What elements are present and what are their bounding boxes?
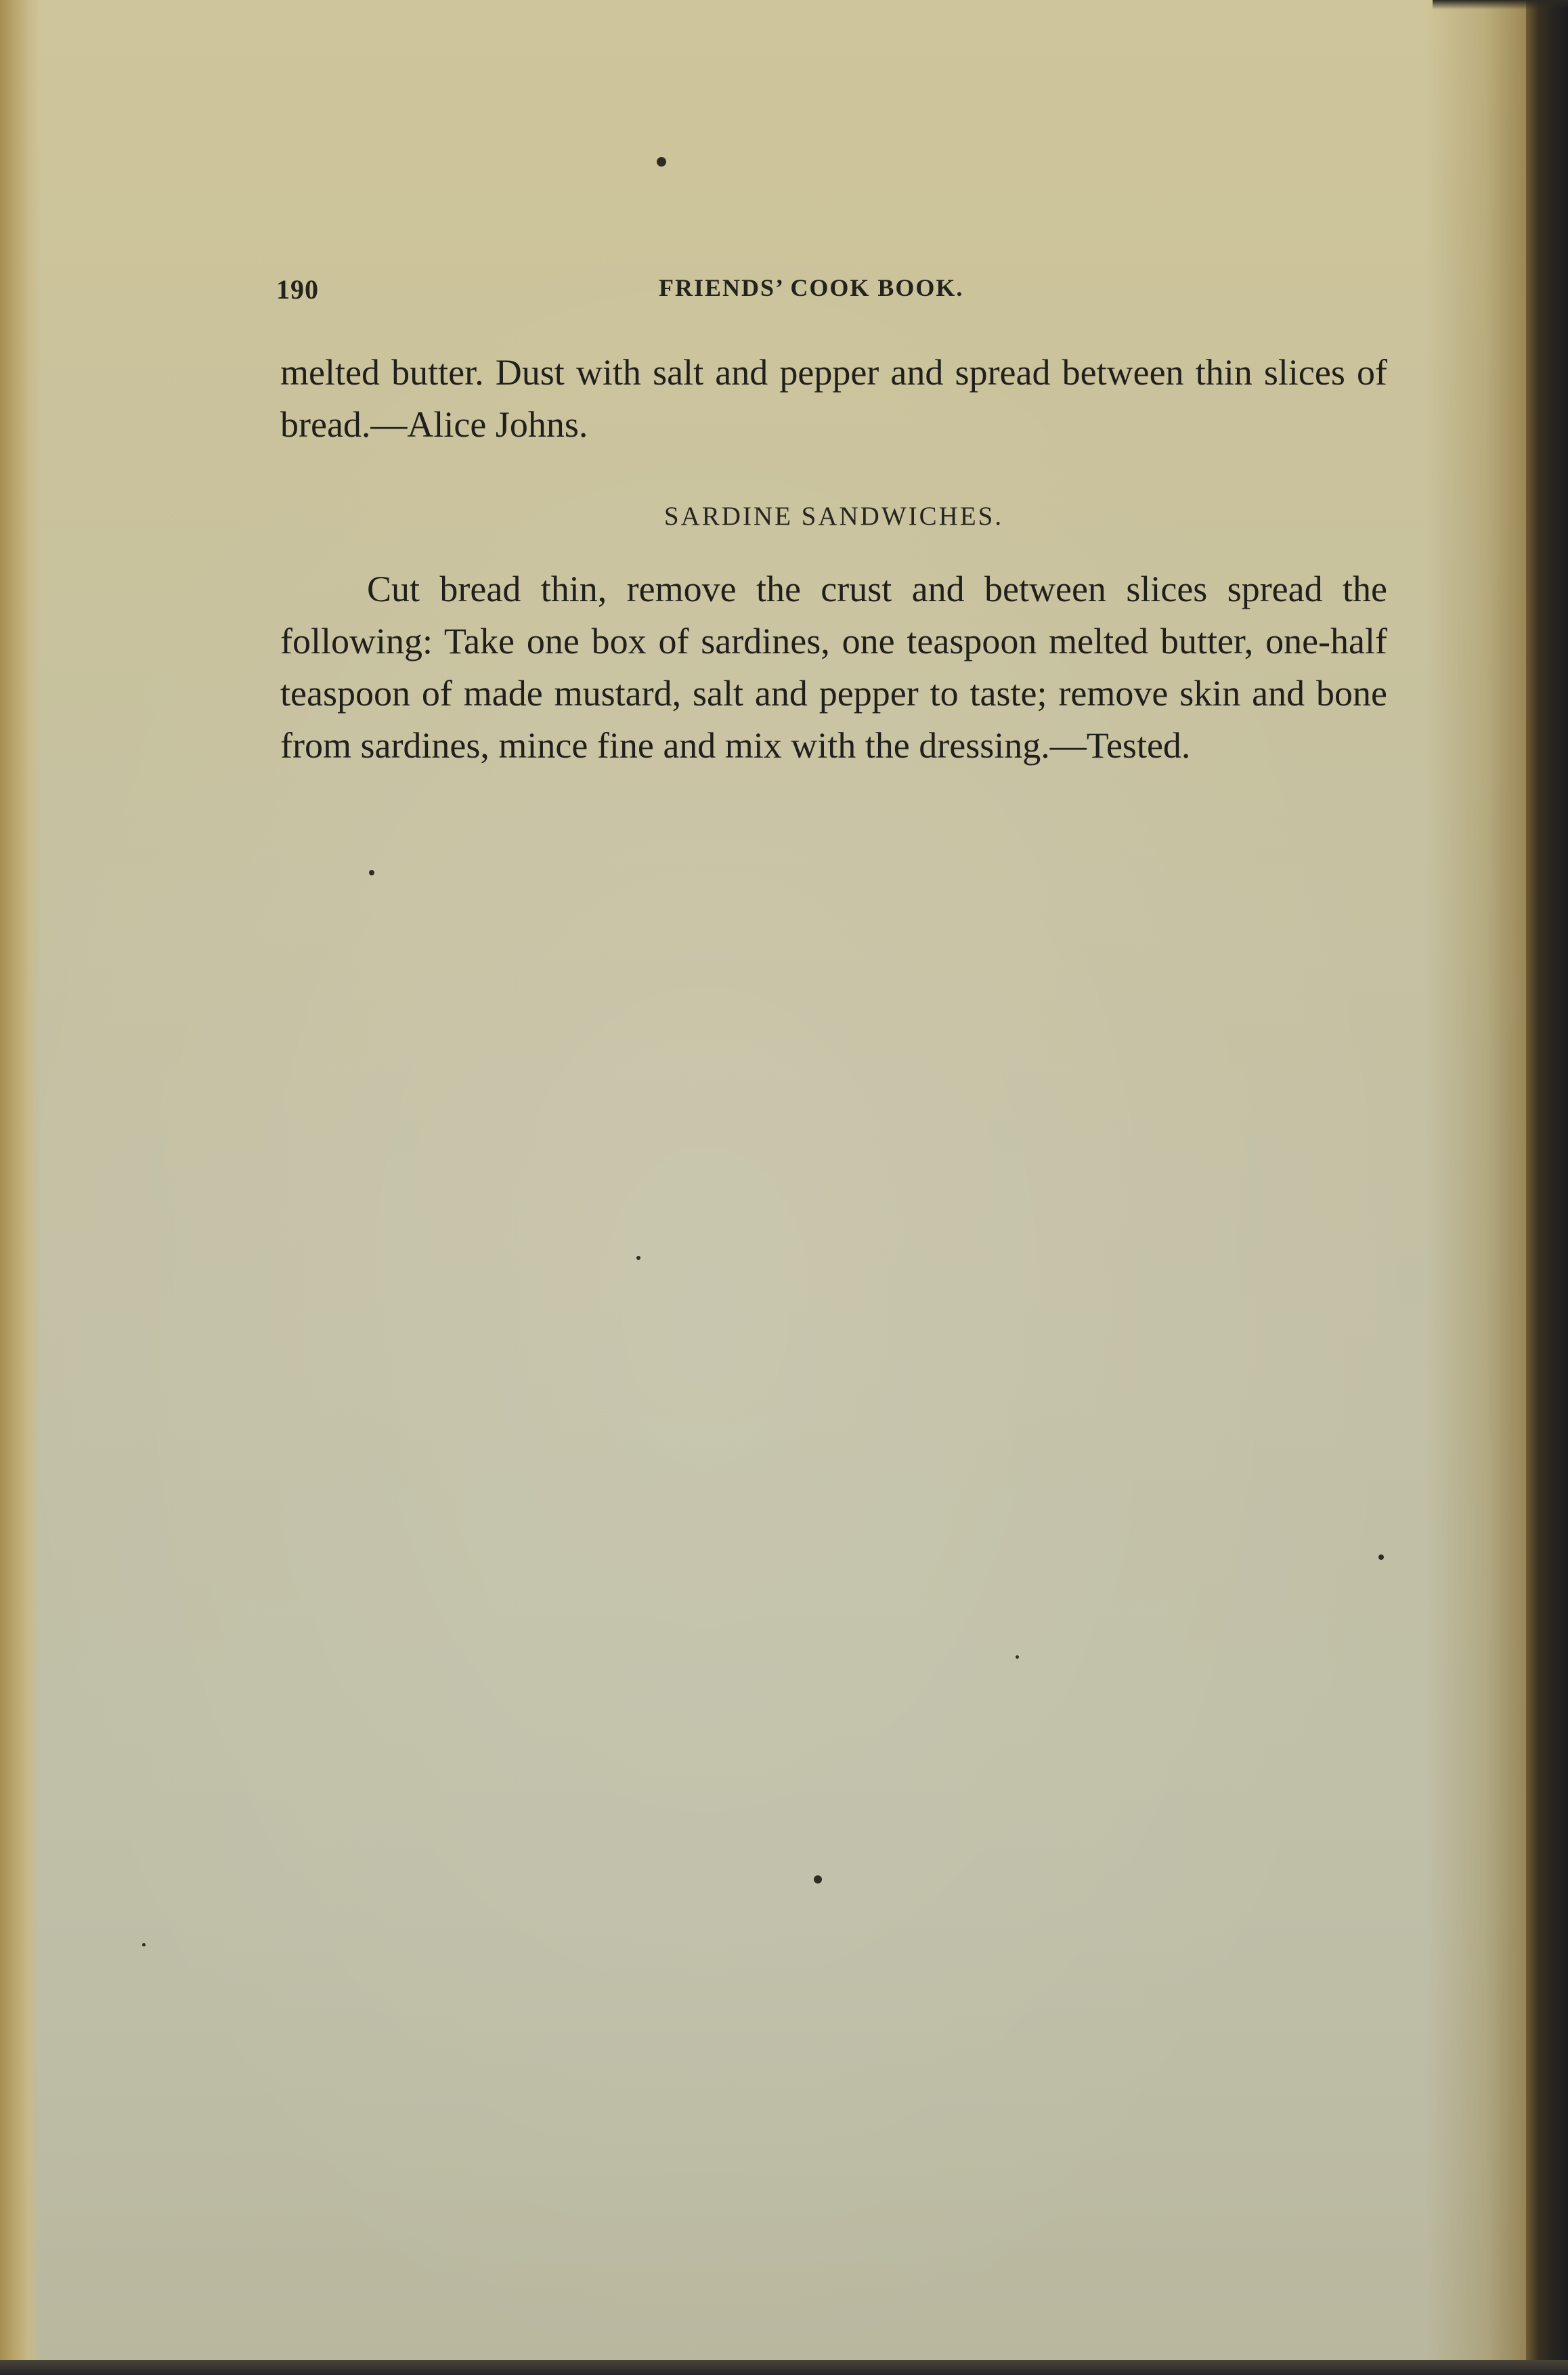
paper-speck — [657, 157, 666, 167]
page-left-edge — [0, 0, 41, 2375]
paper-speck — [142, 1943, 146, 1946]
paper-speck — [369, 870, 374, 875]
book-cover-edge — [1526, 0, 1568, 2375]
book-cover-top — [1433, 0, 1568, 9]
gutter-shadow — [1424, 0, 1526, 2375]
page-number: 190 — [276, 274, 319, 305]
continuation-paragraph: melted butter. Dust with salt and pepper and spread between thin slices of bread.—Alice Johns. — [280, 352, 1387, 445]
paper-speck — [1016, 1655, 1019, 1659]
recipe-paragraph: Cut bread thin, remove the crust and between slices spread the following: Take one box of sardines, one teaspoon melted butter, one-half teaspoon of made mustard, salt and pepper to taste; remove skin and bone from sardines, mince fine and mix with the dressing.—Tested. — [280, 569, 1387, 766]
paper-speck — [636, 1256, 640, 1260]
running-head — [276, 274, 1387, 321]
paper-speck — [1378, 1554, 1384, 1560]
book-cover-bottom — [0, 2360, 1568, 2375]
recipe-heading: SARDINE SANDWICHES. — [663, 502, 1004, 531]
running-title: FRIENDS’ COOK BOOK. — [659, 274, 964, 301]
paper-speck — [814, 1875, 822, 1883]
